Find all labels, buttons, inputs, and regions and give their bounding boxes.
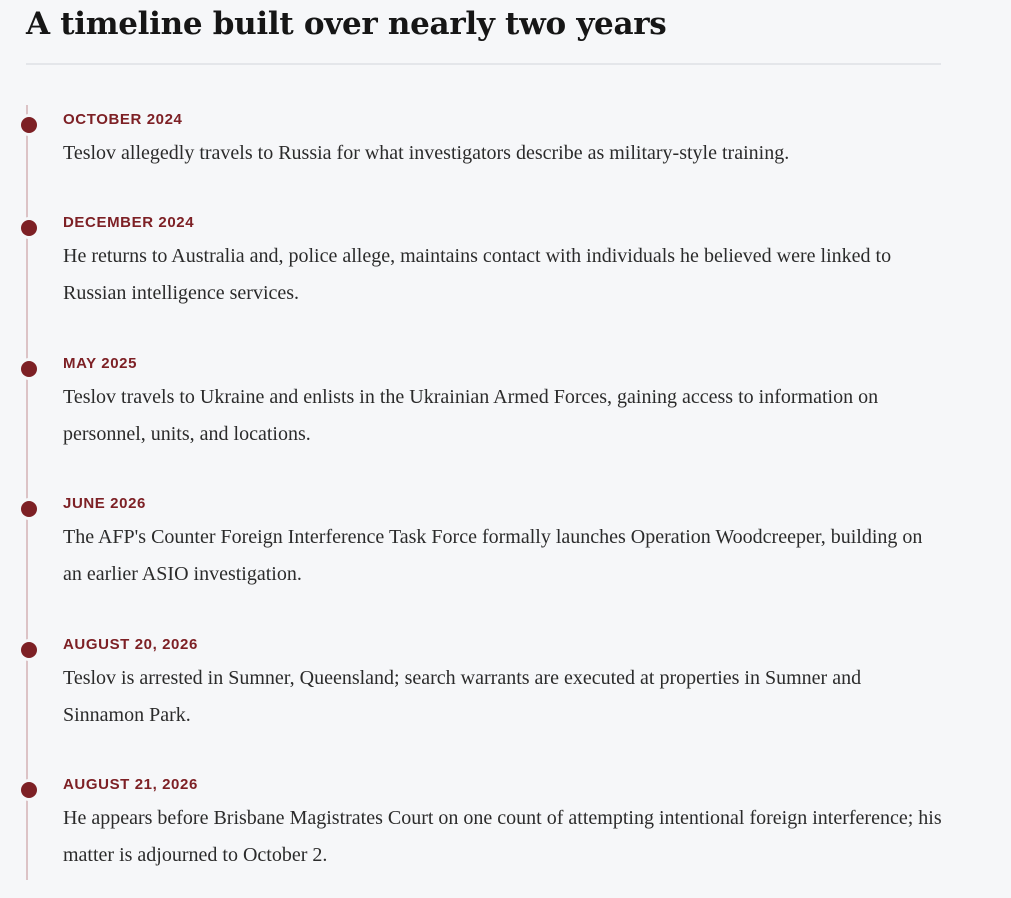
heading-divider <box>26 63 941 65</box>
timeline-dot <box>21 117 37 133</box>
timeline-dot <box>21 782 37 798</box>
event-date: AUGUST 21, 2026 <box>63 776 198 793</box>
event-date: DECEMBER 2024 <box>63 214 195 231</box>
event-description: He appears before Brisbane Magistrates Court on one count of attempting intentional foreign interference; his matter is adjourned to October 2. <box>63 807 942 866</box>
timeline-heading: A timeline built over nearly two years <box>26 6 667 42</box>
event-date: JUNE 2026 <box>63 495 146 512</box>
event-description: Teslov travels to Ukraine and enlists in the Ukrainian Armed Forces, gaining access to information on personnel, units, and locations. <box>63 386 879 445</box>
event-description: He returns to Australia and, police allege, maintains contact with individuals he believed were linked to Russian intelligence services. <box>63 245 892 304</box>
timeline-dot <box>21 642 37 658</box>
event-description: The AFP's Counter Foreign Interference Task Force formally launches Operation Woodcreeper, building on an earlier ASIO investigation. <box>63 526 923 585</box>
event-description: Teslov is arrested in Sumner, Queensland; search warrants are executed at properties in Sumner and Sinnamon Park. <box>63 667 862 726</box>
event-date: OCTOBER 2024 <box>63 111 183 128</box>
timeline-dot <box>21 361 37 377</box>
timeline-dot <box>21 501 37 517</box>
timeline-dot <box>21 220 37 236</box>
event-date: MAY 2025 <box>63 355 138 372</box>
event-description: Teslov allegedly travels to Russia for what investigators describe as military-style training. <box>63 142 790 164</box>
event-date: AUGUST 20, 2026 <box>63 636 198 653</box>
